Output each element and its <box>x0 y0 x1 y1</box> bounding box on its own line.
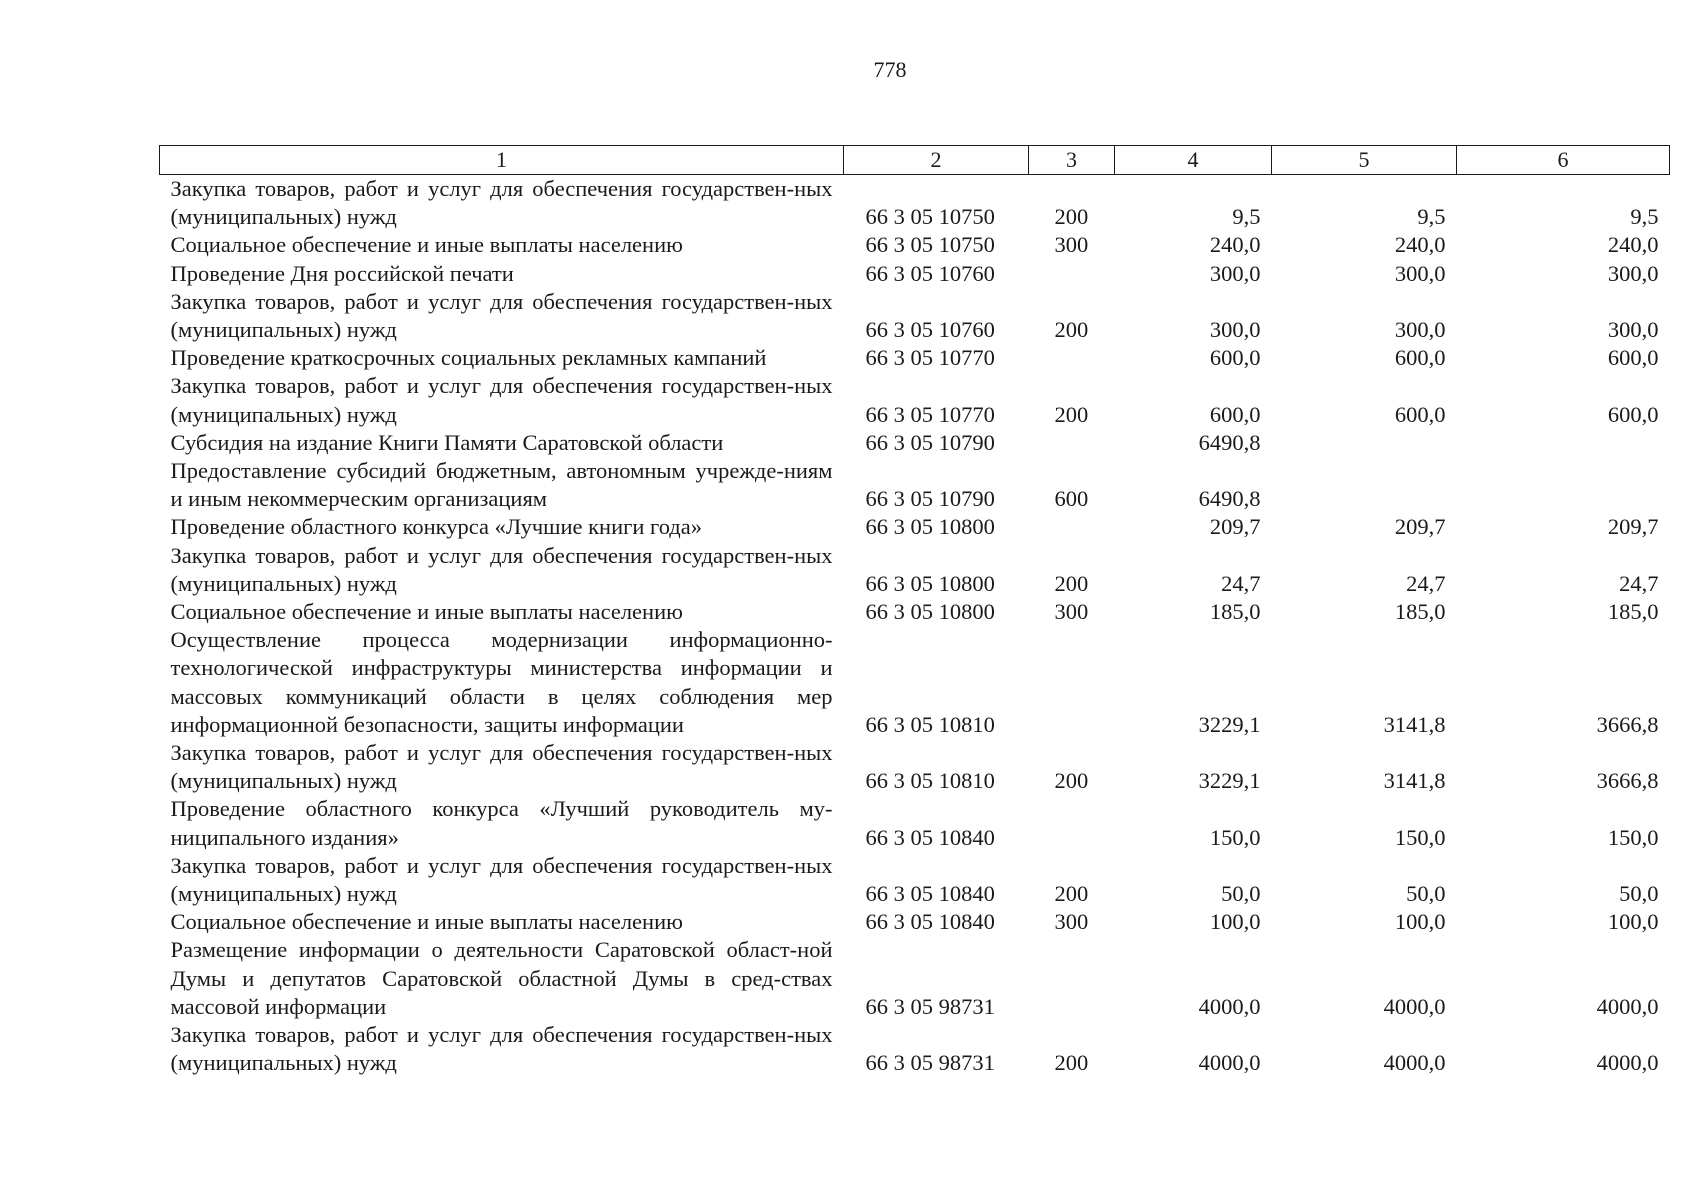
item-code: 66 3 05 10840 <box>865 909 995 935</box>
item-amount-col6: 300,0 <box>1607 260 1659 286</box>
item-expense-type <box>1029 260 1115 288</box>
item-code: 66 3 05 10790 <box>865 486 995 512</box>
item-amount-col6 <box>1457 429 1670 457</box>
item-amount-col5: 300,0 <box>1394 317 1446 343</box>
item-name: Проведение краткосрочных социальных рекламных кампаний <box>170 345 767 371</box>
table-row <box>160 457 1670 513</box>
item-expense-type: 200 <box>1054 881 1089 907</box>
item-amount-col4: 9,5 <box>1232 204 1261 230</box>
table-row <box>160 429 1670 457</box>
item-amount-col5: 100,0 <box>1394 909 1446 935</box>
item-amount-col4: 6490,8 <box>1198 486 1261 512</box>
item-amount-col5: 600,0 <box>1394 345 1446 371</box>
item-expense-type: 600 <box>1054 486 1089 512</box>
item-expense-type <box>1029 429 1115 457</box>
item-code: 66 3 05 98731 <box>865 1050 995 1076</box>
item-amount-col6: 9,5 <box>1630 204 1659 230</box>
item-amount-col5: 3141,8 <box>1383 711 1446 737</box>
item-amount-col6: 185,0 <box>1607 599 1659 625</box>
item-name: Закупка товаров, работ и услуг для обеспечения государствен-ных (муниципальных) нужд <box>170 740 833 794</box>
item-code: 66 3 05 10810 <box>865 711 995 737</box>
item-code: 66 3 05 10800 <box>865 599 995 625</box>
item-amount-col5: 3141,8 <box>1383 768 1446 794</box>
item-amount-col4: 185,0 <box>1209 599 1261 625</box>
item-amount-col4: 4000,0 <box>1198 1050 1261 1076</box>
column-header-6: 6 <box>1457 146 1670 175</box>
item-code: 66 3 05 10750 <box>865 232 995 258</box>
item-expense-type: 200 <box>1054 1050 1089 1076</box>
item-amount-col6: 150,0 <box>1607 824 1659 850</box>
table-row <box>160 542 1670 598</box>
item-name: Социальное обеспечение и иные выплаты населению <box>170 599 683 625</box>
item-amount-col5: 150,0 <box>1394 824 1446 850</box>
item-expense-type: 300 <box>1054 599 1089 625</box>
item-amount-col6 <box>1457 457 1670 513</box>
item-amount-col5: 24,7 <box>1406 570 1446 596</box>
table-row <box>160 852 1670 908</box>
item-expense-type: 200 <box>1054 768 1089 794</box>
item-amount-col4: 50,0 <box>1221 881 1261 907</box>
item-code: 66 3 05 98731 <box>865 993 995 1019</box>
item-amount-col5: 9,5 <box>1417 204 1446 230</box>
item-code: 66 3 05 10800 <box>865 570 995 596</box>
item-name: Социальное обеспечение и иные выплаты населению <box>170 232 683 258</box>
item-name: Размещение информации о деятельности Саратовской област-ной Думы и депутатов Саратовской областной Думы в сред-ствах массовой информации <box>170 937 833 1019</box>
item-name: Закупка товаров, работ и услуг для обеспечения государствен-ных (муниципальных) нужд <box>170 1022 833 1076</box>
table-row <box>160 513 1670 541</box>
item-amount-col4: 150,0 <box>1209 824 1261 850</box>
page-number: 778 <box>873 57 907 82</box>
item-code: 66 3 05 10760 <box>865 260 995 286</box>
item-code: 66 3 05 10750 <box>865 204 995 230</box>
item-expense-type <box>1029 513 1115 541</box>
item-expense-type: 200 <box>1054 401 1089 427</box>
item-code: 66 3 05 10770 <box>865 401 995 427</box>
item-amount-col4: 4000,0 <box>1198 993 1261 1019</box>
column-header-2: 2 <box>844 146 1029 175</box>
table-row <box>160 598 1670 626</box>
item-name: Закупка товаров, работ и услуг для обеспечения государствен-ных (муниципальных) нужд <box>170 542 833 596</box>
column-header-1: 1 <box>160 146 844 175</box>
item-expense-type: 300 <box>1054 232 1089 258</box>
item-amount-col4: 300,0 <box>1209 260 1261 286</box>
table-body <box>160 175 1670 1078</box>
item-amount-col4: 600,0 <box>1209 401 1261 427</box>
item-amount-col6: 600,0 <box>1607 345 1659 371</box>
item-amount-col4: 240,0 <box>1209 232 1261 258</box>
item-name: Осуществление процесса модернизации информационно-технологической инфраструктуры министерства информации и массовых коммуникаций области в целях соблюдения мер информационной безопасности, защиты информации <box>170 627 833 737</box>
item-code: 66 3 05 10840 <box>865 881 995 907</box>
item-amount-col5: 185,0 <box>1394 599 1446 625</box>
table-row <box>160 175 1670 232</box>
item-amount-col4: 300,0 <box>1209 317 1261 343</box>
item-amount-col5: 600,0 <box>1394 401 1446 427</box>
table-row <box>160 936 1670 1021</box>
item-expense-type <box>1029 795 1115 851</box>
item-amount-col5 <box>1272 457 1457 513</box>
item-name: Социальное обеспечение и иные выплаты населению <box>170 909 683 935</box>
item-amount-col4: 3229,1 <box>1198 711 1261 737</box>
item-expense-type: 200 <box>1054 317 1089 343</box>
item-amount-col4: 209,7 <box>1209 514 1261 540</box>
item-name: Закупка товаров, работ и услуг для обеспечения государствен-ных (муниципальных) нужд <box>170 176 833 230</box>
item-amount-col4: 600,0 <box>1209 345 1261 371</box>
table-row <box>160 1021 1670 1077</box>
table-row <box>160 344 1670 372</box>
item-amount-col5: 4000,0 <box>1383 993 1446 1019</box>
table-row <box>160 626 1670 739</box>
item-expense-type <box>1029 626 1115 739</box>
item-amount-col4: 3229,1 <box>1198 768 1261 794</box>
item-amount-col6: 240,0 <box>1607 232 1659 258</box>
item-name: Проведение областного конкурса «Лучший руководитель му-ниципального издания» <box>170 796 833 850</box>
item-amount-col6: 50,0 <box>1619 881 1659 907</box>
item-amount-col4: 24,7 <box>1221 570 1261 596</box>
column-header-4: 4 <box>1115 146 1272 175</box>
item-name: Проведение Дня российской печати <box>170 260 514 286</box>
item-amount-col5: 209,7 <box>1394 514 1446 540</box>
item-amount-col4: 6490,8 <box>1198 429 1261 455</box>
item-code: 66 3 05 10840 <box>865 824 995 850</box>
table-row <box>160 739 1670 795</box>
item-name: Проведение областного конкурса «Лучшие книги года» <box>170 514 702 540</box>
item-expense-type: 200 <box>1054 570 1089 596</box>
table-row <box>160 260 1670 288</box>
item-amount-col5: 4000,0 <box>1383 1050 1446 1076</box>
item-amount-col4: 100,0 <box>1209 909 1261 935</box>
table-row <box>160 231 1670 259</box>
item-amount-col6: 3666,8 <box>1596 768 1659 794</box>
table-row <box>160 372 1670 428</box>
table-row <box>160 288 1670 344</box>
item-name: Субсидия на издание Книги Памяти Саратовской области <box>170 429 724 455</box>
column-header-5: 5 <box>1272 146 1457 175</box>
item-expense-type: 200 <box>1054 204 1089 230</box>
item-amount-col6: 3666,8 <box>1596 711 1659 737</box>
item-expense-type <box>1029 344 1115 372</box>
item-amount-col6: 100,0 <box>1607 909 1659 935</box>
item-amount-col5: 50,0 <box>1406 881 1446 907</box>
item-code: 66 3 05 10790 <box>865 429 995 455</box>
item-amount-col6: 300,0 <box>1607 317 1659 343</box>
table-header <box>160 146 1670 175</box>
column-header-3: 3 <box>1029 146 1115 175</box>
item-amount-col5 <box>1272 429 1457 457</box>
budget-table <box>159 145 1670 1078</box>
header-row <box>160 146 1670 175</box>
item-code: 66 3 05 10770 <box>865 345 995 371</box>
item-amount-col6: 4000,0 <box>1596 993 1659 1019</box>
item-amount-col6: 4000,0 <box>1596 1050 1659 1076</box>
table-row <box>160 908 1670 936</box>
item-expense-type: 300 <box>1054 909 1089 935</box>
item-name: Закупка товаров, работ и услуг для обеспечения государствен-ных (муниципальных) нужд <box>170 852 833 907</box>
item-expense-type <box>1029 936 1115 1021</box>
item-amount-col6: 600,0 <box>1607 401 1659 427</box>
item-name: Закупка товаров, работ и услуг для обеспечения государствен-ных (муниципальных) нужд <box>170 373 833 427</box>
item-amount-col6: 24,7 <box>1619 570 1659 596</box>
item-amount-col6: 209,7 <box>1607 514 1659 540</box>
item-code: 66 3 05 10760 <box>865 317 995 343</box>
item-amount-col5: 240,0 <box>1394 232 1446 258</box>
item-name: Предоставление субсидий бюджетным, автономным учрежде-ниям и иным некоммерческим организациям <box>170 458 833 512</box>
item-amount-col5: 300,0 <box>1394 260 1446 286</box>
item-name: Закупка товаров, работ и услуг для обеспечения государствен-ных (муниципальных) нужд <box>170 288 833 343</box>
item-code: 66 3 05 10800 <box>865 514 995 540</box>
table-row <box>160 795 1670 851</box>
item-code: 66 3 05 10810 <box>865 768 995 794</box>
